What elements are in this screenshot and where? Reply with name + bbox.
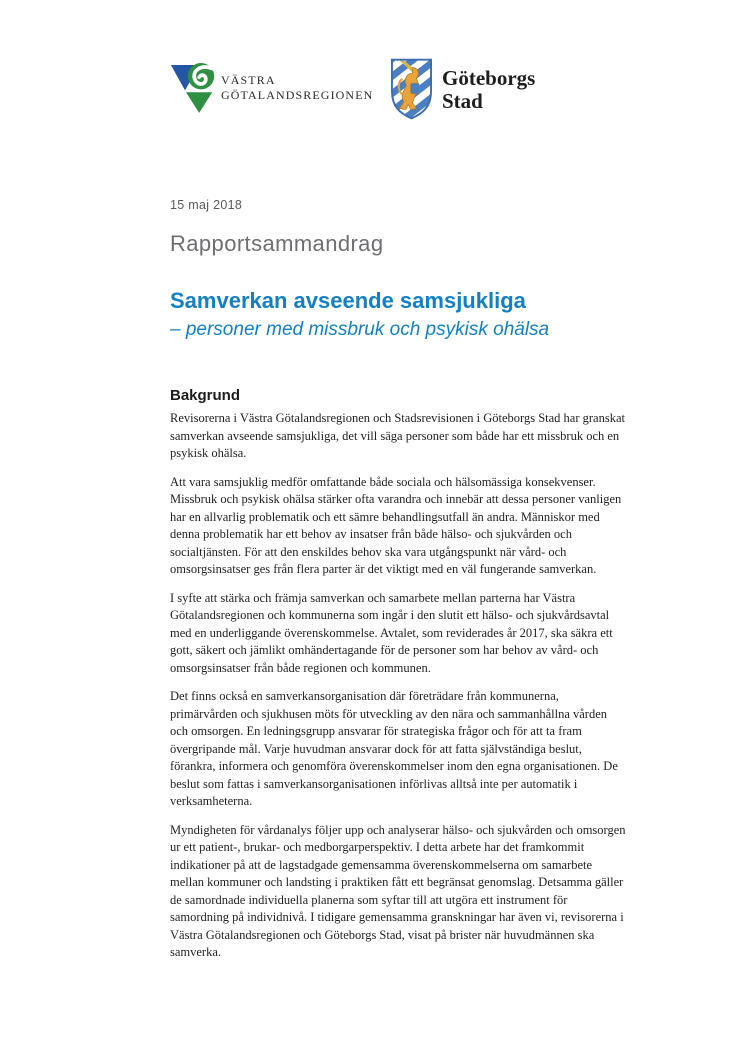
report-title: Samverkan avseende samsjukliga [170,288,526,313]
vgr-wordmark-line2: GÖTALANDSREGIONEN [221,87,374,102]
vgr-wordmark [221,73,373,103]
body-paragraph: I syfte att stärka och främja samverkan och samarbete mellan parterna har Västra Götalandsregionen och kommunerna som ingår i den slutit ett hälso- och sjukvårdsavtal med en underliggande överenskommelse. Avtalet, som reviderades år 2017, ska säkra ett gott, säkert och jämlikt omhändertagande för de personer som har behov av vård- och omsorgsinsatser från både regionen och kommunen. [170,590,613,675]
vgr-logo [170,57,373,118]
background-section [170,387,628,962]
body-paragraph: Revisorerna i Västra Götalandsregionen och Stadsrevisionen i Göteborgs Stad har granskat samverkan avseende samsjukliga, det vill säga personer som både har ett missbruk och en psykisk ohälsa. [170,411,625,460]
body-paragraph: Myndigheten för vårdanalys följer upp och analyserar hälso- och sjukvården och omsorgen ur ett patient-, brukar- och medborgarperspektiv. I detta arbete har det framkommit indikationer på att de lagstadgade gemensamma överenskommelserna om samarbete mellan kommuner och landsting i praktiken fått ett begränsat genomslag. Detsamma gäller de samordnade individuella planerna som syftar till att utgöra ett instrument för samordning på individnivå. I tidigare gemensamma granskningar har även vi, revisorerna i Västra Götalandsregionen och Göteborgs Stad, visat på brister när huvudmännen ska samverka. [170,822,626,959]
vgr-logo-icon [170,57,217,118]
goteborg-stad-logo [390,57,535,121]
goteborg-wordmark-line1: Göteborgs [442,66,536,90]
goteborg-wordmark [442,67,535,113]
document-date: 15 maj 2018 [170,198,243,212]
document-type-heading: Rapportsammandrag [170,231,384,256]
goteborg-crest-icon [390,57,433,121]
goteborg-wordmark-line2: Stad [442,89,483,113]
document-content [170,198,628,973]
vgr-wordmark-line1: VÄSTRA [221,72,276,87]
section-heading: Bakgrund [170,387,241,404]
body-paragraph: Det finns också en samverkansorganisation där företrädare från kommunerna, primärvården och sjukhusen möts för utveckling av den nära och sammanhållna vården och omsorgen. En ledningsgrupp ansvarar för strategiska frågor och för att ta fram övergripande mål. Varje huvudman ansvarar dock för att fatta självständiga beslut, förankra, informera och genomföra överenskommelser inom den egna organisationen. De beslut som fattas i samverkansorganisationen införlivas alltså inte per automatik i verksamheterna. [170,689,618,808]
body-paragraph: Att vara samsjuklig medför omfattande både sociala och hälsomässiga konsekvenser. Missbruk och psykisk ohälsa stärker ofta varandra och innebär att dessa personer vanligen har en allvarlig problematik och ett sämre behandlingsutfall än andra. Människor med denna problematik har ett behov av insatser från både hälso- och sjukvården och socialtjänsten. För att den enskildes behov ska vara utgångspunkt när vård- och omsorgsinsatser ges från flera parter är det viktigt med en väl fungerande samverkan. [170,474,622,576]
report-subtitle: – personer med missbruk och psykisk ohälsa [170,319,550,340]
section-paragraphs [170,410,628,962]
